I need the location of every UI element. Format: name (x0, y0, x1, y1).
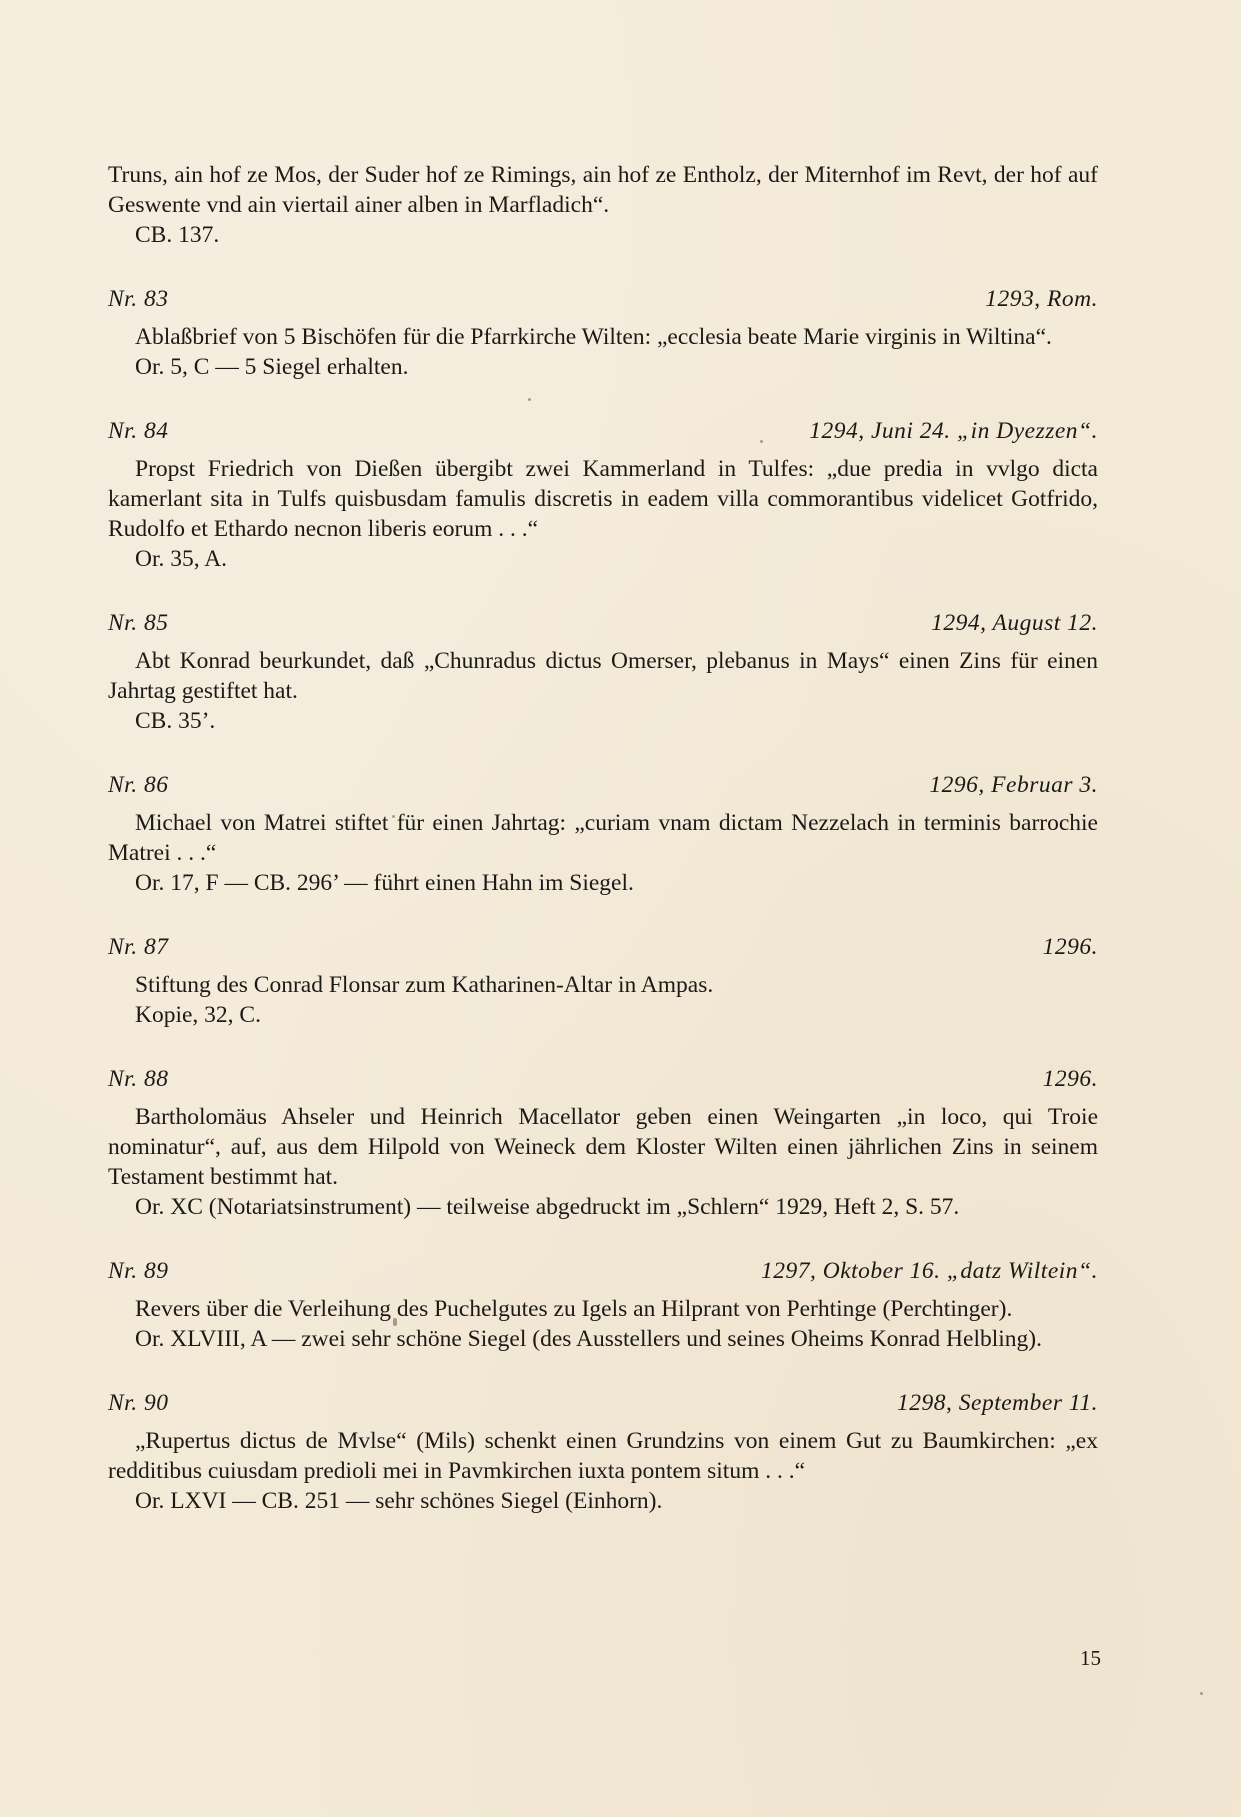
entry-source: CB. 35’. (135, 708, 216, 734)
entry-source: Or. 5, C — 5 Siegel erhalten. (135, 354, 409, 380)
paper-speck (1200, 1692, 1203, 1695)
entry-number: Nr. 88 (108, 1066, 169, 1092)
entry-text: Propst Friedrich von Dießen übergibt zwei Kammerland in Tulfes: „due predia in vvlgo dicta kamerlant sita in Tulfs quisbusdam famulis discretis in eadem villa commorantibus videlicet Gotfrido, Rudolfo et Ethardo necnon liberis eorum . . .“ (108, 456, 1098, 542)
entry-number: Nr. 90 (108, 1390, 169, 1416)
entry-header (108, 1256, 1098, 1286)
entry-number: Nr. 87 (108, 934, 169, 960)
entry-text: Truns, ain hof ze Mos, der Suder hof ze Rimings, ain hof ze Entholz, der Miternhof im Revt, der hof auf Geswente vnd ain viertail ainer alben in Marfladich“. (108, 162, 1098, 218)
entry-source: Or. 17, F — CB. 296’ — führt einen Hahn im Siegel. (135, 870, 634, 896)
entry-text: „Rupertus dictus de Mvlse“ (Mils) schenkt einen Grundzins von einem Gut zu Baumkirchen: „ex redditibus cuiusdam predioli mei in Pavmkirchen iuxta pontem situm . . .“ (108, 1428, 1098, 1484)
entry-date: 1296, Februar 3. (929, 772, 1098, 798)
entry-header (108, 1388, 1098, 1418)
entry-text: Bartholomäus Ahseler und Heinrich Macellator geben einen Weingarten „in loco, qui Troie nominatur“, auf, aus dem Hilpold von Weineck dem Kloster Wilten einen jährlichen Zins in seinem Testament bestimmt hat. (108, 1104, 1098, 1190)
entry-number: Nr. 85 (108, 610, 169, 636)
entry-text: Stiftung des Conrad Flonsar zum Katharinen-Altar in Ampas. (135, 972, 714, 998)
entry-text: Michael von Matrei stiftet für einen Jahrtag: „curiam vnam dictam Nezzelach in terminis barrochie Matrei . . .“ (108, 810, 1098, 866)
entry-date: 1296. (1042, 1066, 1098, 1092)
entry-source: CB. 137. (135, 222, 220, 248)
entry-number: Nr. 86 (108, 772, 169, 798)
document-body (108, 160, 1098, 1516)
entry-header (108, 284, 1098, 314)
entry-header (108, 608, 1098, 638)
entry-83 (108, 284, 1098, 382)
entry-header (108, 770, 1098, 800)
entry-84 (108, 416, 1098, 574)
entry-text: Abt Konrad beurkundet, daß „Chunradus dictus Omerser, plebanus in Mays“ einen Zins für einen Jahrtag gestiftet hat. (108, 648, 1098, 704)
entry-date: 1293, Rom. (985, 286, 1098, 312)
entry-text: Ablaßbrief von 5 Bischöfen für die Pfarrkirche Wilten: „ecclesia beate Marie virginis in Wiltina“. (135, 324, 1052, 350)
entry-85 (108, 608, 1098, 736)
entry-header (108, 416, 1098, 446)
entry-number: Nr. 89 (108, 1258, 169, 1284)
entry-90 (108, 1388, 1098, 1516)
entry-number: Nr. 84 (108, 418, 169, 444)
entry-89 (108, 1256, 1098, 1354)
intro-entry (108, 160, 1098, 250)
page-number: 15 (1080, 1646, 1101, 1670)
entry-date: 1294, August 12. (931, 610, 1098, 636)
entry-text: Revers über die Verleihung des Puchelgutes zu Igels an Hilprant von Perhtinge (Perchtinger). (135, 1296, 1013, 1322)
entry-header (108, 1064, 1098, 1094)
entry-date: 1297, Oktober 16. „datz Wiltein“. (760, 1258, 1098, 1284)
entry-source: Kopie, 32, C. (135, 1002, 261, 1028)
entry-date: 1298, September 11. (897, 1390, 1098, 1416)
entry-86 (108, 770, 1098, 898)
entry-source: Or. XC (Notariatsinstrument) — teilweise abgedruckt im „Schlern“ 1929, Heft 2, S. 57. (135, 1194, 960, 1220)
entry-header (108, 932, 1098, 962)
entry-87 (108, 932, 1098, 1030)
entry-date: 1296. (1042, 934, 1098, 960)
entry-date: 1294, Juni 24. „in Dyezzen“. (809, 418, 1098, 444)
entry-88 (108, 1064, 1098, 1222)
entry-source: Or. 35, A. (135, 546, 228, 572)
entry-number: Nr. 83 (108, 286, 169, 312)
entry-source: Or. XLVIII, A — zwei sehr schöne Siegel (des Ausstellers und seines Oheims Konrad Helbling). (135, 1326, 1042, 1352)
entry-source: Or. LXVI — CB. 251 — sehr schönes Siegel (Einhorn). (135, 1488, 663, 1514)
